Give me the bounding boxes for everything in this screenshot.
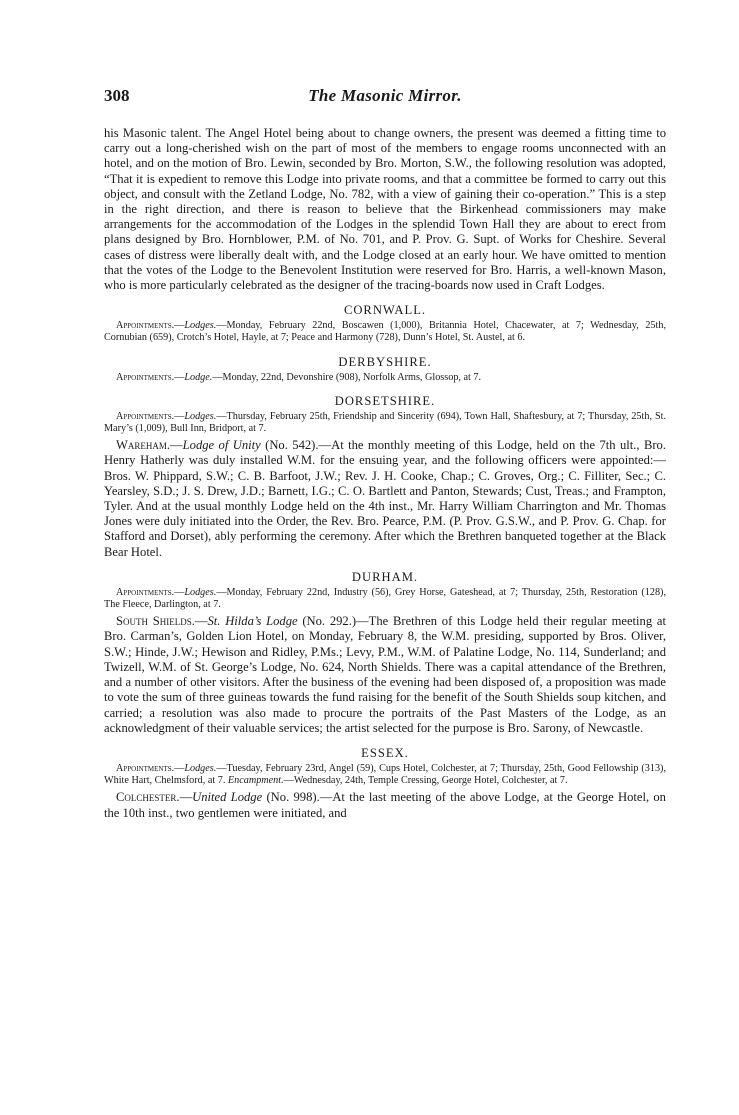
- appointments-text: —Thursday, February 25th, Friendship and Sincerity (694), Town Hall, Shaftesbury, at 7; Thursday, 25th, St. Mary’s (1,009), Bull Inn, Bridport, at 7.: [104, 410, 666, 435]
- appointments-dorsetshire: [104, 411, 666, 435]
- report-text: (No. 998).—At the last meeting of the above Lodge, at the George Hotel, on the 10th inst., two gentlemen were initiated, and: [104, 790, 666, 820]
- appointments-dash: —: [174, 371, 185, 383]
- appointments-cornwall: [104, 320, 666, 344]
- appointments-label: Appointments.: [116, 762, 175, 774]
- appointments-dash: —: [174, 320, 185, 332]
- report-text: (No. 292.)—The Brethren of this Lodge held their regular meeting at Bro. Carman’s, Golden Lion Hotel, on Monday, February 8, the W.M. presiding, supported by Bros. Oliver, S.W.; Hinde, J.W.; Hewison and Ridley, P.Ms.; Levy, P.M., W.M. of Palatine Lodge, No. 114, Sunderland; and Twizell, W.M. of St. George’s Lodge, No. 624, North Shields. There was a capital attendance of the Brethren, and a number of other visitors. After the business of the evening had been disposed of, a proposition was made to vote the sum of three guineas towards the fund raising for the benefit of the South Shields soup kitchen, and carried; a resolution was also made to procure the portraits of the Past Masters of the Lodge, as an acknowledgment of their valuable services; the artist selected for the purpose is Bro. Sarony, of Newcastle.: [104, 614, 666, 735]
- appointments-essex: [104, 763, 666, 787]
- appointments-type: Lodge.: [184, 371, 213, 383]
- appointments-text: —Monday, February 22nd, Industry (56), Grey Horse, Gateshead, at 7; Thursday, 25th, Restoration (128), The Fleece, Darlington, at 7.: [104, 586, 666, 611]
- appointments-dash: —: [174, 762, 185, 774]
- report-lodge-name: Lodge of Unity: [182, 438, 261, 453]
- section-heading-essex: ESSEX.: [361, 745, 409, 760]
- appointments-type: Lodges.: [184, 762, 217, 774]
- report-south-shields: [104, 614, 666, 736]
- report-dash: —: [194, 614, 208, 629]
- running-head: [104, 86, 666, 110]
- report-text: (No. 542).—At the monthly meeting of this Lodge, held on the 7th ult., Bro. Henry Hatherly was duly installed W.M. for the ensuing year, and the following officers were appointed:—Bros. W. Phippard, S.W.; C. B. Barfoot, J.W.; Rev. J. H. Cooke, Chap.; C. Groves, Org.; C. Filliter, Sec.; C. Yearsley, S.D.; J. S. Drew, J.D.; Barnett, I.G.; C. O. Bartlett and Panton, Stewards; Cust, Treas.; and Frampton, Tyler. And at the usual monthly Lodge held on the 4th inst., Mr. Harry William Charrington and Mr. Thomas Jones were duly initiated into the Order, the Rev. Bro. Pearce, P.M. (P. Prov. G.S.W., and P. Prov. G. Chap. for Stafford and Dorset), ably performing the ceremony. After which the Brethren banqueted together at the Black Bear Hotel.: [104, 438, 666, 559]
- page-number: 308: [104, 86, 130, 105]
- appointments-label: Appointments.: [116, 586, 175, 598]
- appointments-dash: —: [174, 410, 185, 422]
- section-heading-durham: DURHAM.: [351, 569, 419, 584]
- section-heading-derbyshire: DERBYSHIRE.: [338, 354, 432, 369]
- report-colchester: [104, 790, 666, 820]
- report-dash: —: [179, 790, 193, 805]
- encampment-text: —Wednesday, 24th, Temple Cressing, George Hotel, Colchester, at 7.: [283, 775, 568, 787]
- section-heading-cornwall: CORNWALL.: [343, 303, 427, 318]
- appointments-derbyshire: [104, 372, 666, 384]
- appointments-type: Lodges.: [184, 320, 217, 332]
- appointments-type: Lodges.: [184, 586, 217, 598]
- appointments-text: —Monday, 22nd, Devonshire (908), Norfolk Arms, Glossop, at 7.: [212, 371, 482, 383]
- report-place: Colchester.: [116, 790, 180, 805]
- appointments-dash: —: [174, 586, 185, 598]
- report-place: Wareham.: [116, 438, 171, 453]
- appointments-type: Lodges.: [184, 410, 217, 422]
- intro-paragraph: his Masonic talent. The Angel Hotel being about to change owners, the present was deemed a fitting time to carry out a long-cherished wish on the part of most of the members to engage rooms unconnected with an hotel, and on the motion of Bro. Lewin, seconded by Bro. Morton, S.W., the following resolution was adopted, “That it is expedient to remove this Lodge into private rooms, and that a committee be formed to carry out this object, and consult with the Zetland Lodge, No. 782, with a view of gaining their co-operation.” This is a step in the right direction, and there is reason to believe that the Birkenhead commissioners may make arrangements for the accommodation of the Lodges in the splendid Town Hall they are about to erect from plans designed by Bro. Hornblower, P.M. of No. 701, and P. Prov. G. Supt. of Works for Cheshire. Several cases of distress were liberally dealt with, and the Lodge closed at an early hour. We have omitted to mention that the votes of the Lodge to the Benevolent Institution were reserved for Bro. Harris, a well-known Mason, who is more particularly celebrated as the designer of the tracing-boards now used in Craft Lodges.: [104, 126, 666, 293]
- report-dash: —: [170, 438, 183, 453]
- appointments-text: —Monday, February 22nd, Boscawen (1,000), Britannia Hotel, Chacewater, at 7; Wednesday, 25th, Cornubian (659), Crotch’s Hotel, Hayle, at 7; Peace and Harmony (728), Dunn’s Hotel, St. Austel, at 6.: [104, 320, 666, 344]
- report-lodge-name: St. Hilda’s Lodge: [207, 614, 298, 629]
- journal-title: The Masonic Mirror.: [308, 86, 462, 105]
- appointments-durham: [104, 587, 666, 611]
- report-wareham: [104, 438, 666, 560]
- appointments-text: —Tuesday, February 23rd, Angel (59), Cups Hotel, Colchester, at 7; Thursday, 25th, Good Fellowship (313), White Hart, Chelmsford, at 7.: [104, 762, 666, 787]
- section-heading-dorsetshire: DORSETSHIRE.: [334, 393, 436, 408]
- page: [104, 86, 666, 821]
- appointments-label: Appointments.: [116, 320, 175, 332]
- appointments-label: Appointments.: [116, 410, 175, 422]
- encampment-label: Encampment.: [227, 775, 284, 787]
- appointments-label: Appointments.: [116, 371, 175, 383]
- report-lodge-name: United Lodge: [192, 790, 263, 805]
- report-place: South Shields.: [116, 614, 195, 629]
